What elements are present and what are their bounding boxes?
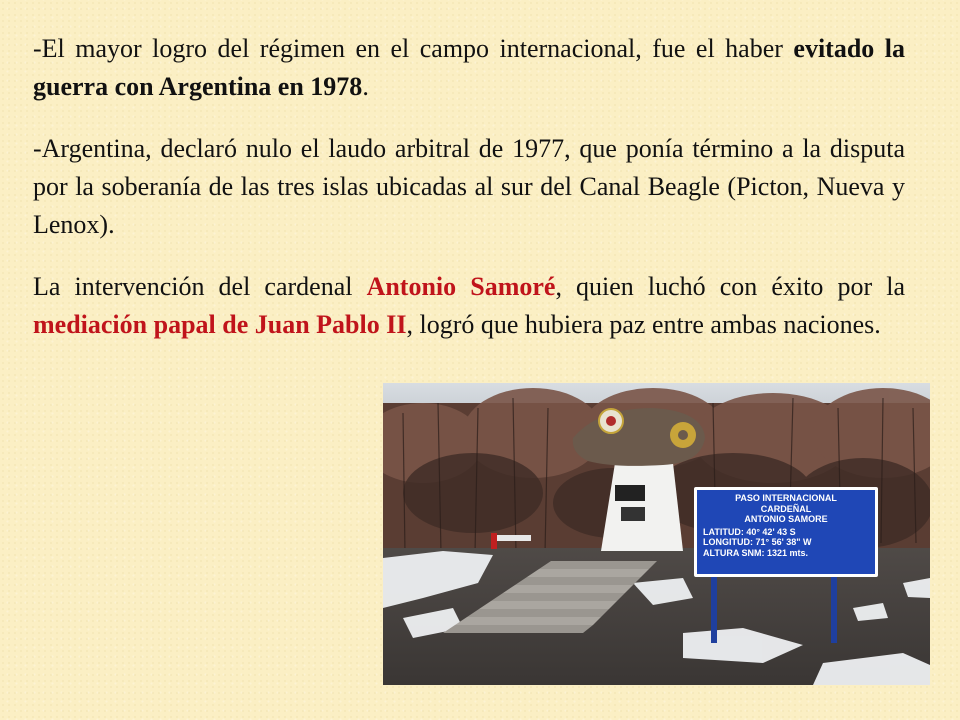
p2-text: -Argentina, declaró nulo el laudo arbitral de 1977, que ponía término a la disputa por la soberanía de las tres islas ubicadas al sur del Canal Beagle (Picton, Nueva y Lenox). [33, 134, 905, 239]
p3-text-e: , logró que hubiera paz entre ambas naciones. [406, 310, 881, 339]
p1-text-c: . [362, 72, 369, 101]
sign-latitude: LATITUD: 40° 42' 43 S [703, 526, 796, 537]
monument-photo [383, 383, 930, 685]
p3-red-mediation: mediación papal de Juan Pablo II [33, 310, 407, 339]
p3-red-name: Antonio Samoré [366, 272, 556, 301]
p3-text-c: , quien luchó con éxito por la [555, 272, 905, 301]
paragraph-2 [33, 130, 905, 244]
sign-longitude: LONGITUD: 71° 56' 38" W [703, 537, 812, 547]
sign-post-left [711, 573, 717, 643]
sign-line-3: ANTONIO SAMORE [744, 514, 828, 524]
monument-plaque [615, 485, 645, 501]
border-sign [694, 487, 878, 577]
sign-altitude: ALTURA SNM: 1321 mts. [703, 547, 809, 558]
p3-text-a: La intervención del cardenal [33, 272, 367, 301]
p1-bold-phrase: evitado la guerra con Argentina en 1978 [33, 34, 905, 101]
slide-text [33, 30, 905, 344]
paragraph-1 [33, 30, 905, 106]
sign-line-1: PASO INTERNACIONAL [735, 493, 837, 503]
paragraph-3 [33, 268, 905, 344]
p1-text-a: -El mayor logro del régimen en el campo internacional, fue el haber [33, 34, 794, 63]
sign-post-right [831, 573, 837, 643]
sign-line-2: CARDEÑAL [760, 503, 812, 514]
